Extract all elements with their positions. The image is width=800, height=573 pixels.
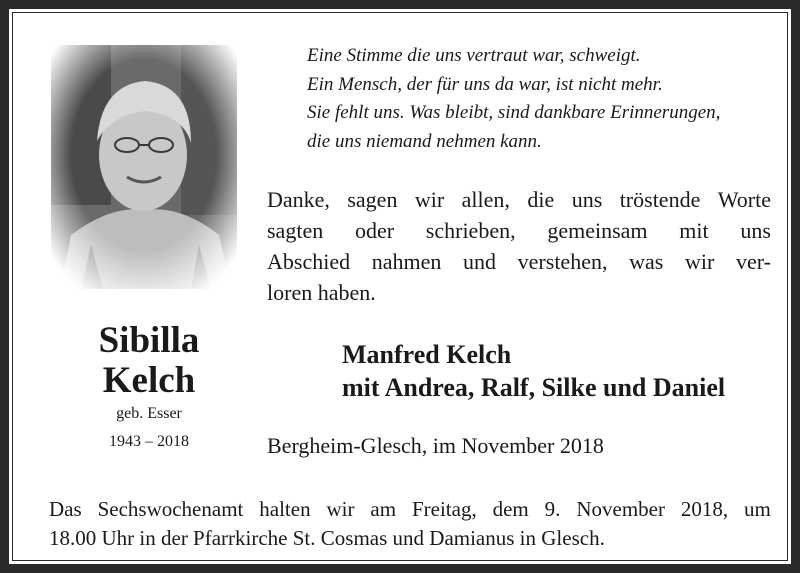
deceased-first-name: Sibilla [98,320,200,361]
thanks-line: sagten oder schrieben, gemeinsam mit uns [267,218,771,243]
portrait-icon [51,45,237,289]
family-line: Manfred Kelch [342,340,512,369]
poem-line: Eine Stimme die uns vertraut war, schweigt. [307,45,641,66]
funeral-notice [49,495,771,553]
thanks-paragraph [267,184,771,308]
life-years: 1943 – 2018 [109,433,189,450]
poem-line: Sie fehlt uns. Was bleibt, sind dankbare Erinnerungen, [307,102,721,123]
family-line: mit Andrea, Ralf, Silke und Daniel [342,373,726,402]
funeral-line: Das Sechswochenamt halten wir am Freitag, dem 9. November 2018, um [49,497,771,521]
birth-name: geb. Esser [116,405,182,422]
thanks-line: Abschied nahmen und verstehen, was wir ver- [267,249,771,274]
poem-line: Ein Mensch, der für uns da war, ist nicht mehr. [307,73,663,95]
thanks-line: Danke, sagen wir allen, die uns tröstende Worte [267,187,771,212]
thanks-line: loren haben. [267,280,376,305]
place-date: Bergheim-Glesch, im November 2018 [267,433,604,458]
poem [307,42,720,156]
portrait-photo [51,45,237,289]
funeral-line: 18.00 Uhr in der Pfarrkirche St. Cosmas und Damianus in Glesch. [49,526,605,550]
deceased-last-name: Kelch [102,360,196,401]
poem-line: die uns niemand nehmen kann. [307,130,542,152]
family-signature [342,338,725,404]
